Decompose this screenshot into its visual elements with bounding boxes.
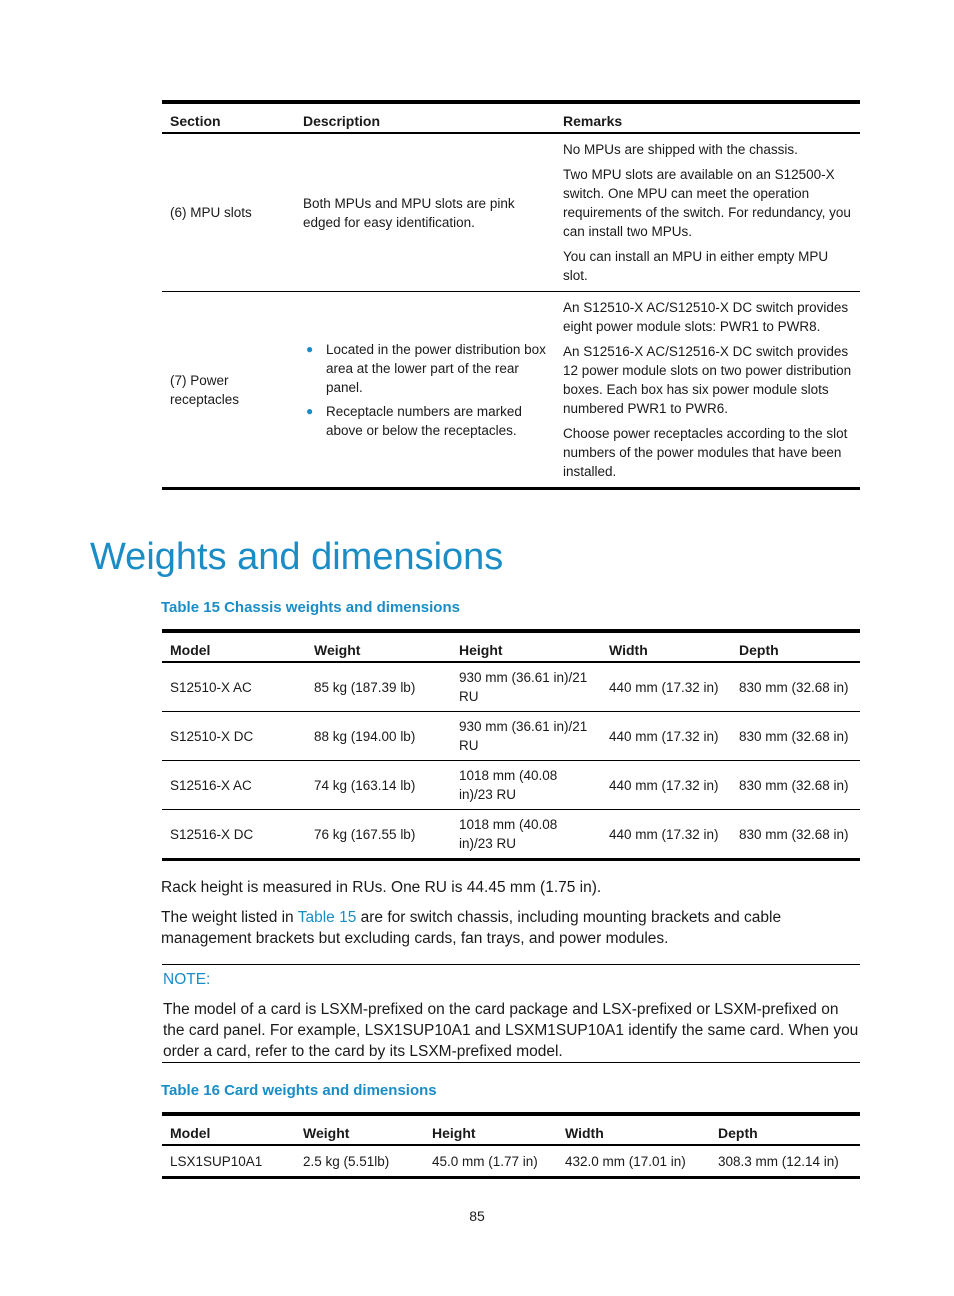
width-cell: 440 mm (17.32 in) [609, 679, 719, 695]
col-header-width: Width [565, 1125, 604, 1141]
col-header-model: Model [170, 1125, 211, 1141]
section-table [162, 100, 860, 490]
paragraph-text: are for switch chassis, including mounting brackets and cable management brackets but excluding cards, fan trays, and power modules. [161, 909, 782, 947]
width-cell: 440 mm (17.32 in) [609, 826, 719, 842]
paragraph-text: The weight listed in [161, 909, 298, 926]
remark-text: Choose power receptacles according to the slot numbers of the power modules that have been installed. [563, 426, 848, 479]
table-row [162, 810, 860, 860]
section-heading: Weights and dimensions [90, 536, 504, 578]
col-header-model: Model [170, 642, 211, 658]
list-item [303, 340, 547, 397]
list-item [303, 402, 547, 440]
remark-text: An S12516-X AC/S12516-X DC switch provides 12 power module slots on two power distribution boxes. Each box has six power module slots numbered PWR1 to PWR6. [563, 344, 852, 416]
model-cell: S12516-X AC [170, 777, 252, 793]
remark-text: An S12510-X AC/S12510-X DC switch provides eight power module slots: PWR1 to PWR8. [563, 300, 849, 334]
page-number: 85 [469, 1208, 485, 1224]
table-caption: Table 16 Card weights and dimensions [161, 1082, 437, 1099]
section-cell: (6) MPU slots [170, 205, 252, 220]
section-cell: (7) Power receptacles [170, 372, 240, 407]
table-row [162, 761, 860, 810]
col-header-description: Description [303, 113, 381, 129]
width-cell: 432.0 mm (17.01 in) [565, 1154, 686, 1169]
remark-text: Two MPU slots are available on an S12500-X switch. One MPU can meet the operation requirements of the switch. For redundancy, you can install two MPUs. [563, 167, 851, 239]
height-cell: 1018 mm (40.08 in)/23 RU [459, 817, 558, 851]
table-15-link[interactable]: Table 15 [297, 909, 357, 926]
table-header-row [162, 631, 860, 662]
height-cell: 1018 mm (40.08 in)/23 RU [459, 768, 558, 802]
chassis-weights-table [162, 629, 860, 861]
table-row [162, 662, 860, 712]
model-cell: LSX1SUP10A1 [170, 1154, 263, 1169]
width-cell: 440 mm (17.32 in) [609, 728, 719, 744]
bullet-text: Receptacle numbers are marked above or below the receptacles. [326, 403, 522, 438]
height-cell: 45.0 mm (1.77 in) [432, 1154, 538, 1169]
col-header-weight: Weight [303, 1125, 350, 1141]
bullet-list [303, 340, 547, 440]
width-cell: 440 mm (17.32 in) [609, 777, 719, 793]
description-cell: Both MPUs and MPU slots are pink edged for easy identification. [303, 195, 515, 230]
card-weights-table [162, 1112, 860, 1179]
note-text: The model of a card is LSXM-prefixed on the card package and LSX-prefixed or LSXM-prefixed on the card panel. For example, LSX1SUP10A1 and LSXM1SUP10A1 identify the same card. When you order a card, refer to the card by its LSXM-prefixed model. [163, 1001, 859, 1060]
model-cell: S12510-X DC [170, 728, 254, 744]
table-header-row [162, 102, 860, 133]
remarks-cell [555, 133, 860, 292]
table-row [162, 133, 860, 292]
height-cell: 930 mm (36.61 in)/21 RU [459, 670, 588, 704]
remarks-cell [555, 292, 860, 489]
weight-cell: 88 kg (194.00 lb) [314, 728, 416, 744]
depth-cell: 830 mm (32.68 in) [739, 777, 849, 793]
remark-text: You can install an MPU in either empty MPU slot. [563, 249, 829, 283]
weight-cell: 85 kg (187.39 lb) [314, 679, 416, 695]
remark-text: No MPUs are shipped with the chassis. [563, 142, 798, 157]
model-cell: S12510-X AC [170, 679, 252, 695]
table-row [162, 712, 860, 761]
rack-height-paragraph: Rack height is measured in RUs. One RU is 44.45 mm (1.75 in). [161, 879, 602, 896]
table-caption: Table 15 Chassis weights and dimensions [161, 599, 460, 616]
depth-cell: 830 mm (32.68 in) [739, 679, 849, 695]
height-cell: 930 mm (36.61 in)/21 RU [459, 719, 588, 753]
depth-cell: 830 mm (32.68 in) [739, 728, 849, 744]
depth-cell: 308.3 mm (12.14 in) [718, 1154, 839, 1169]
table-row [162, 292, 860, 489]
col-header-section: Section [170, 113, 221, 129]
bullet-icon: ● [306, 403, 314, 418]
table-row [162, 1145, 860, 1178]
bullet-text: Located in the power distribution box area at the lower part of the rear panel. [326, 341, 546, 395]
col-header-remarks: Remarks [563, 113, 623, 129]
col-header-height: Height [459, 642, 503, 658]
col-header-weight: Weight [314, 642, 361, 658]
col-header-height: Height [432, 1125, 476, 1141]
col-header-width: Width [609, 642, 648, 658]
bullet-icon: ● [306, 341, 314, 356]
table-header-row [162, 1114, 860, 1145]
weight-cell: 76 kg (167.55 lb) [314, 826, 416, 842]
weight-note-paragraph [161, 907, 866, 949]
weight-cell: 2.5 kg (5.51lb) [303, 1154, 390, 1169]
weight-cell: 74 kg (163.14 lb) [314, 777, 416, 793]
col-header-depth: Depth [739, 642, 779, 658]
model-cell: S12516-X DC [170, 826, 254, 842]
depth-cell: 830 mm (32.68 in) [739, 826, 849, 842]
col-header-depth: Depth [718, 1125, 758, 1141]
note-label: NOTE: [163, 971, 211, 988]
description-cell [295, 292, 555, 489]
